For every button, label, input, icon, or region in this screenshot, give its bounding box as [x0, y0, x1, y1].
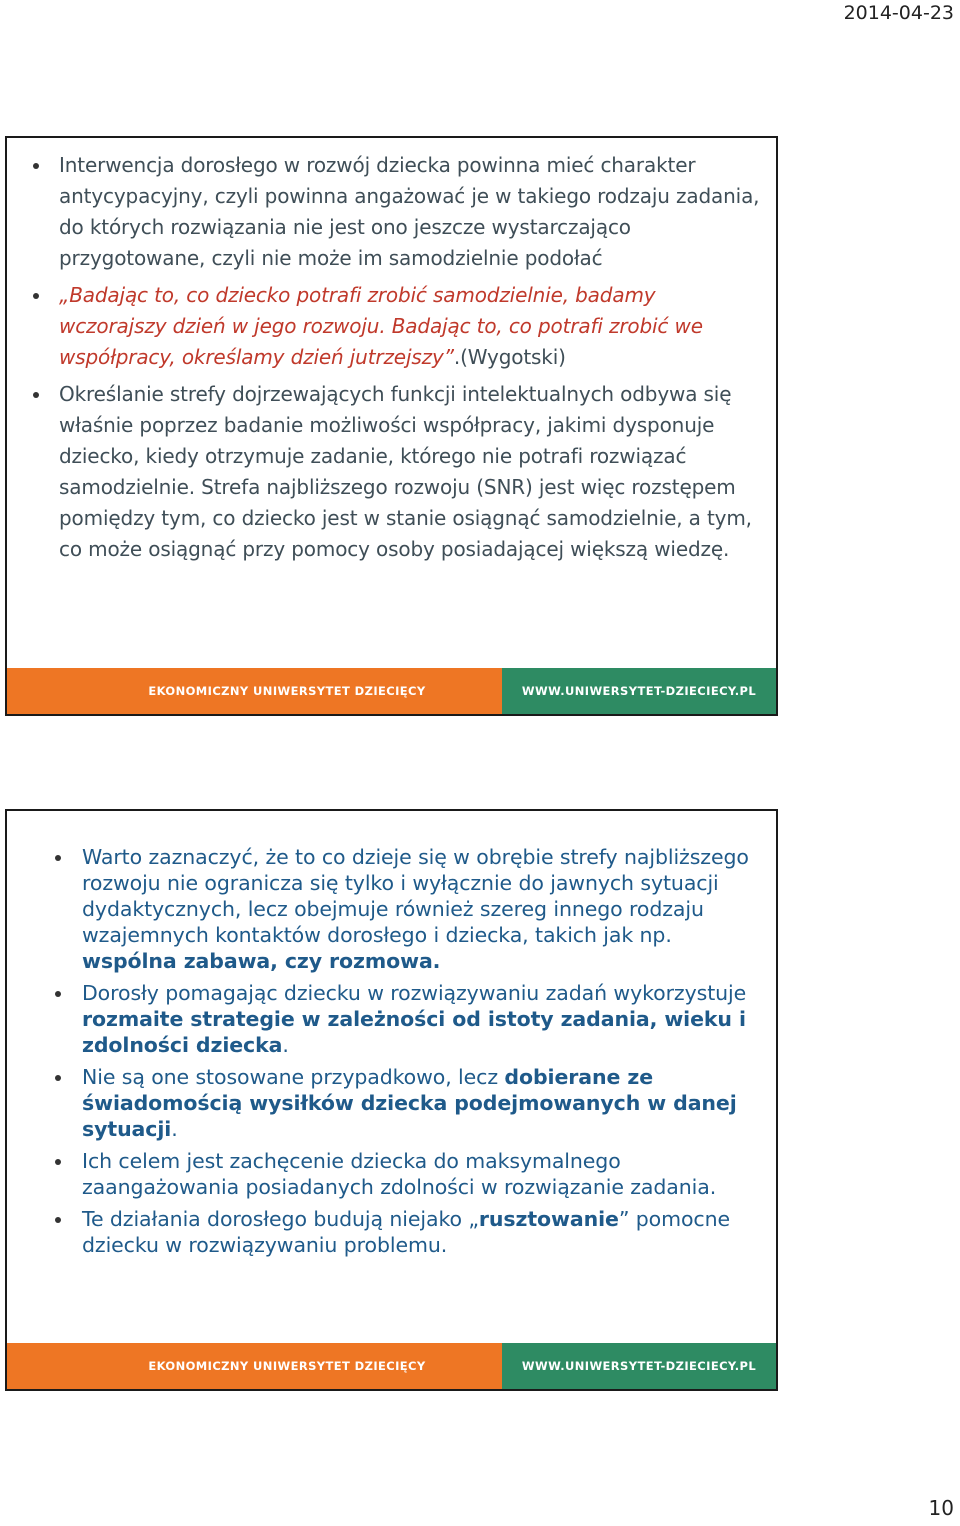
- footer-left-text: EKONOMICZNY UNIWERSYTET DZIECIĘCY: [148, 1359, 426, 1373]
- slide-2-content: [7, 844, 776, 1264]
- bullet-bold-text: rusztowanie: [478, 1207, 619, 1231]
- bullet-bold-text: wspólna zabawa, czy rozmowa.: [82, 949, 441, 973]
- slide-2-bullet-2: [7, 980, 776, 1058]
- bullet-dot-icon: [55, 1159, 61, 1165]
- bullet-text-end: .: [282, 1033, 289, 1057]
- footer-right-band: [502, 668, 776, 714]
- bullet-dot-icon: [33, 163, 39, 169]
- bullet-text: Interwencja dorosłego w rozwój dziecka powinna mieć charakter antycypacyjny, czyli powinna angażować je w takiego rodzaju zadania, do których rozwiązania nie jest ono jeszcze wystarczająco przygotowane, czyli nie może im samodzielnie podołać: [59, 153, 760, 270]
- slide-2-bullet-4: [7, 1148, 776, 1200]
- header-date: 2014-04-23: [843, 2, 954, 24]
- wygotski-quote: „Badając to, co dziecko potrafi zrobić samodzielnie, badamy wczorajszy dzień w jego rozwoju. Badając to, co potrafi zrobić we współpracy, określamy dzień jutrzejszy”: [59, 283, 703, 369]
- bullet-dot-icon: [33, 293, 39, 299]
- slide-2-bullet-1: [7, 844, 776, 974]
- footer-left-band: [7, 668, 502, 714]
- bullet-dot-icon: [55, 855, 61, 861]
- bullet-text: Warto zaznaczyć, że to co dzieje się w obrębie strefy najbliższego rozwoju nie ogranicza się tylko i wyłącznie do jawnych sytuacji dydaktycznych, lecz obejmuje również szereg innego rodzaju wzajemnych kontaktów dorosłego i dziecka, takich jak np.: [82, 845, 749, 947]
- footer-left-band: [7, 1343, 502, 1389]
- page-number: 10: [928, 1496, 954, 1520]
- bullet-text-end: .: [171, 1117, 178, 1141]
- bullet-text-end: ” pomocne dziecku w rozwiązywaniu problemu.: [82, 1207, 730, 1257]
- footer-right-band: [502, 1343, 776, 1389]
- slide-1-content: [7, 150, 776, 571]
- slide-1-bullet-3: [7, 379, 776, 565]
- bullet-dot-icon: [55, 1075, 61, 1081]
- slide-footer: [7, 668, 776, 714]
- bullet-bold-text: dobierane ze świadomością wysiłków dziecka podejmowanych w danej sytuacji: [82, 1065, 737, 1141]
- bullet-text: Dorosły pomagając dziecku w rozwiązywaniu zadań wykorzystuje: [82, 981, 747, 1005]
- slide-1-bullet-1: [7, 150, 776, 274]
- slide-1: [5, 136, 778, 716]
- slide-footer: [7, 1343, 776, 1389]
- bullet-text: Nie są one stosowane przypadkowo, lecz: [82, 1065, 505, 1089]
- slide-2: [5, 809, 778, 1391]
- slide-2-bullet-3: [7, 1064, 776, 1142]
- bullet-text: Ich celem jest zachęcenie dziecka do maksymalnego zaangażowania posiadanych zdolności w rozwiązanie zadania.: [82, 1149, 717, 1199]
- quote-author: .(Wygotski): [453, 345, 566, 369]
- bullet-text: Te działania dorosłego budują niejako „: [82, 1207, 479, 1231]
- footer-url: WWW.UNIWERSYTET-DZIECIECY.PL: [521, 684, 757, 698]
- slide-1-bullet-2: [7, 280, 776, 373]
- bullet-bold-text: rozmaite strategie w zależności od istoty zadania, wieku i zdolności dziecka: [82, 1007, 746, 1057]
- slide-2-bullet-5: [7, 1206, 776, 1258]
- bullet-dot-icon: [55, 991, 61, 997]
- bullet-dot-icon: [33, 392, 39, 398]
- footer-left-text: EKONOMICZNY UNIWERSYTET DZIECIĘCY: [148, 684, 426, 698]
- bullet-text: Określanie strefy dojrzewających funkcji intelektualnych odbywa się właśnie poprzez badanie możliwości współpracy, jakimi dysponuje dziecko, kiedy otrzymuje zadanie, którego nie potrafi rozwiązać samodzielnie. Strefa najbliższego rozwoju (SNR) jest więc rozstępem pomiędzy tym, co dziecko jest w stanie osiągnąć samodzielnie, a tym, co może osiągnąć przy pomocy osoby posiadającej większą wiedzę.: [59, 382, 752, 561]
- footer-url: WWW.UNIWERSYTET-DZIECIECY.PL: [521, 1359, 757, 1373]
- bullet-dot-icon: [55, 1217, 61, 1223]
